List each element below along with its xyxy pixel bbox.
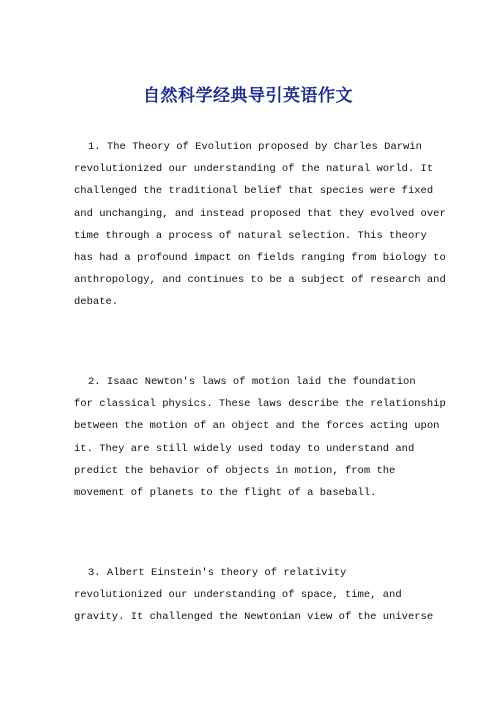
paragraph-line: between the motion of an object and the forces acting upon: [74, 420, 440, 433]
paragraph-line: challenged the traditional belief that species were fixed: [74, 185, 434, 198]
paragraph-2: [74, 371, 446, 504]
paragraph-line: revolutionized our understanding of space, time, and: [74, 589, 402, 602]
paragraph-line: revolutionized our understanding of the natural world. It: [74, 163, 434, 176]
paragraph-line: has had a profound impact on fields ranging from biology to: [74, 251, 446, 264]
paragraph-line: time through a process of natural selection. This theory: [74, 229, 427, 242]
paragraph-3: [74, 562, 434, 629]
paragraph-line: and unchanging, and instead proposed that they evolved over: [74, 207, 446, 220]
paragraph-line: anthropology, and continues to be a subject of research and: [74, 274, 446, 287]
paragraph-line: 2. Isaac Newton's laws of motion laid the foundation: [88, 376, 416, 388]
paragraph-line: 1. The Theory of Evolution proposed by Charles Darwin: [88, 141, 422, 153]
paragraph-line: it. They are still widely used today to understand and: [74, 442, 415, 455]
paragraph-line: gravity. It challenged the Newtonian view of the universe: [74, 611, 434, 624]
paragraph-1: [74, 136, 446, 314]
paragraph-line: movement of planets to the flight of a baseball.: [74, 486, 377, 499]
paragraph-line: debate.: [74, 296, 119, 309]
paragraph-line: predict the behavior of objects in motion, from the: [74, 464, 396, 477]
paragraph-line: for classical physics. These laws describe the relationship: [74, 398, 446, 411]
paragraph-line: 3. Albert Einstein's theory of relativity: [88, 567, 347, 579]
document-title: 自然科学经典导引英语作文: [143, 86, 353, 106]
